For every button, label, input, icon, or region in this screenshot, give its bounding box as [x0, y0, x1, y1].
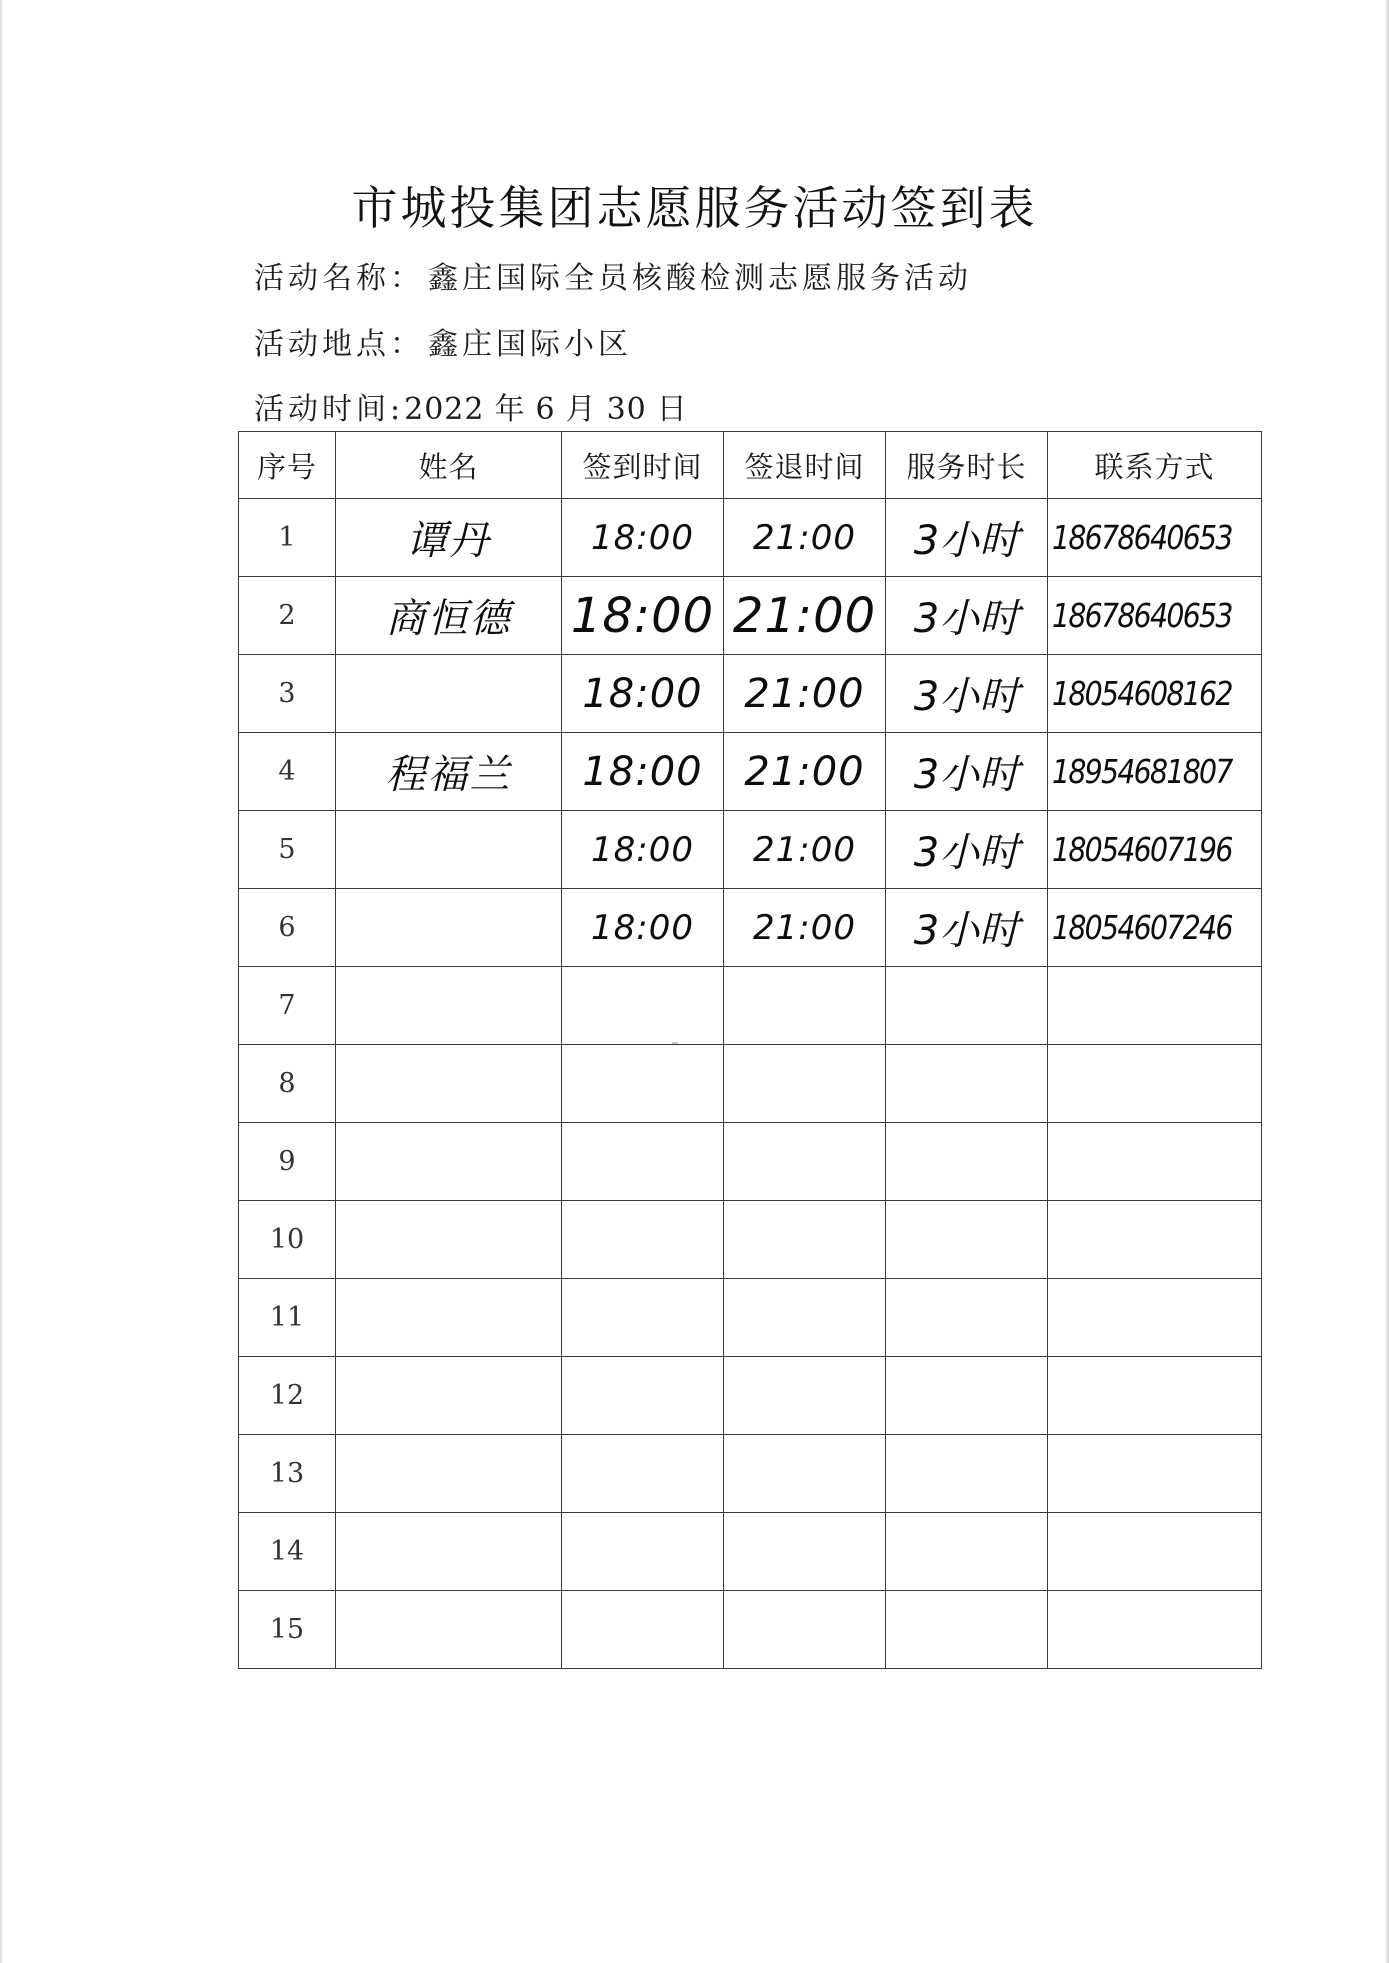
- row-seq: 13: [239, 1435, 336, 1513]
- activity-location-value: 鑫庄国际小区: [428, 327, 632, 362]
- row-phone: [1048, 1123, 1262, 1201]
- row-seq: 5: [239, 811, 336, 889]
- header-contact: 联系方式: [1048, 432, 1262, 499]
- row-phone-text: 18954681807: [1052, 752, 1232, 791]
- table-row: [239, 733, 1262, 811]
- activity-date-day-unit: 日: [656, 392, 688, 427]
- row-phone: [1048, 889, 1262, 967]
- row-seq: 9: [239, 1123, 336, 1201]
- activity-date-day: 30: [606, 392, 647, 427]
- row-sign-in-time: [562, 1357, 724, 1435]
- row-phone-text: 18054607196: [1052, 830, 1232, 869]
- row-phone: [1048, 1201, 1262, 1279]
- row-phone: [1048, 1045, 1262, 1123]
- row-sign-in-time: [562, 1435, 724, 1513]
- row-seq: 1: [239, 499, 336, 577]
- row-sign-out-time: 21:00: [724, 577, 886, 655]
- row-name: [336, 889, 562, 967]
- row-seq: 7: [239, 967, 336, 1045]
- sign-in-table: [238, 431, 1262, 1669]
- row-name: [336, 1201, 562, 1279]
- table-row: [239, 577, 1262, 655]
- row-sign-out-time: 21:00: [724, 499, 886, 577]
- row-phone: [1048, 1357, 1262, 1435]
- activity-name-label: 活动名称：: [254, 261, 424, 296]
- row-phone-text: 18054607246: [1052, 908, 1232, 947]
- row-name: [336, 1513, 562, 1591]
- table-row: [239, 889, 1262, 967]
- row-seq: 15: [239, 1591, 336, 1669]
- scan-edge-right: [1385, 0, 1389, 1963]
- row-seq: 2: [239, 577, 336, 655]
- header-name: 姓名: [336, 432, 562, 499]
- activity-date-line: [254, 384, 698, 428]
- row-sign-out-time: [724, 1201, 886, 1279]
- row-seq: 14: [239, 1513, 336, 1591]
- row-seq: 4: [239, 733, 336, 811]
- activity-name-line: [254, 253, 972, 297]
- row-phone: [1048, 1591, 1262, 1669]
- row-name: 谭丹: [336, 499, 562, 577]
- table-row: [239, 811, 1262, 889]
- scan-edge-left: [0, 0, 3, 1963]
- row-duration: [886, 1435, 1048, 1513]
- row-sign-in-time: [562, 1201, 724, 1279]
- row-phone: [1048, 577, 1262, 655]
- row-duration: [886, 1201, 1048, 1279]
- row-sign-out-time: 21:00: [724, 733, 886, 811]
- row-sign-in-time: 18:00: [562, 733, 724, 811]
- row-sign-in-time: 18:00: [562, 499, 724, 577]
- row-phone: [1048, 655, 1262, 733]
- row-duration: [886, 967, 1048, 1045]
- row-name: [336, 1357, 562, 1435]
- activity-location-label: 活动地点：: [254, 327, 424, 362]
- table-row: [239, 967, 1262, 1045]
- document-title: 市城投集团志愿服务活动签到表: [351, 181, 1038, 235]
- row-duration: [886, 1045, 1048, 1123]
- table-row: [239, 1279, 1262, 1357]
- row-name: 程福兰: [336, 733, 562, 811]
- activity-date-year-unit: 年: [494, 392, 526, 427]
- row-sign-in-time: 18:00: [562, 655, 724, 733]
- activity-date-year: 2022: [404, 392, 485, 427]
- row-seq: 11: [239, 1279, 336, 1357]
- row-sign-out-time: [724, 1279, 886, 1357]
- activity-date-month-unit: 月: [565, 392, 597, 427]
- row-name: [336, 1123, 562, 1201]
- row-phone-text: 18054608162: [1052, 674, 1232, 713]
- row-phone: [1048, 967, 1262, 1045]
- row-phone: [1048, 1435, 1262, 1513]
- row-name: [336, 811, 562, 889]
- row-duration: 3小时: [886, 733, 1048, 811]
- activity-date-month: 6: [535, 392, 556, 427]
- row-sign-in-time: 18:00: [562, 577, 724, 655]
- row-sign-out-time: [724, 967, 886, 1045]
- row-duration: [886, 1357, 1048, 1435]
- row-name: [336, 1279, 562, 1357]
- row-duration: [886, 1123, 1048, 1201]
- row-duration: [886, 1279, 1048, 1357]
- table-body: [239, 499, 1262, 1669]
- table-row: [239, 1513, 1262, 1591]
- row-sign-in-time: [562, 1123, 724, 1201]
- row-phone: [1048, 733, 1262, 811]
- row-sign-in-time: [562, 1045, 724, 1123]
- row-sign-out-time: [724, 1591, 886, 1669]
- row-seq: 8: [239, 1045, 336, 1123]
- row-duration: 3小时: [886, 655, 1048, 733]
- row-sign-out-time: [724, 1045, 886, 1123]
- table-row: [239, 1591, 1262, 1669]
- row-phone: [1048, 1513, 1262, 1591]
- row-duration: [886, 1591, 1048, 1669]
- row-phone-text: 18678640653: [1052, 596, 1232, 635]
- header-service-duration: 服务时长: [886, 432, 1048, 499]
- row-phone: [1048, 499, 1262, 577]
- row-duration: 3小时: [886, 811, 1048, 889]
- row-seq: 6: [239, 889, 336, 967]
- row-duration: 3小时: [886, 499, 1048, 577]
- table-row: [239, 499, 1262, 577]
- row-sign-out-time: [724, 1435, 886, 1513]
- table-row: [239, 655, 1262, 733]
- row-name: [336, 967, 562, 1045]
- row-name: [336, 1435, 562, 1513]
- row-duration: 3小时: [886, 577, 1048, 655]
- row-sign-in-time: 18:00: [562, 811, 724, 889]
- row-sign-out-time: [724, 1357, 886, 1435]
- header-sign-in-time: 签到时间: [562, 432, 724, 499]
- row-name: 商恒德: [336, 577, 562, 655]
- header-sign-out-time: 签退时间: [724, 432, 886, 499]
- row-phone: [1048, 811, 1262, 889]
- row-sign-in-time: [562, 1591, 724, 1669]
- row-sign-in-time: [562, 1513, 724, 1591]
- row-name: [336, 655, 562, 733]
- table-row: [239, 1045, 1262, 1123]
- row-sign-out-time: [724, 1513, 886, 1591]
- table-row: [239, 1123, 1262, 1201]
- row-sign-out-time: [724, 1123, 886, 1201]
- row-sign-in-time: [562, 967, 724, 1045]
- table-row: [239, 1201, 1262, 1279]
- row-seq: 10: [239, 1201, 336, 1279]
- row-sign-out-time: 21:00: [724, 655, 886, 733]
- table-row: [239, 1435, 1262, 1513]
- activity-location-line: [254, 319, 632, 363]
- row-seq: 12: [239, 1357, 336, 1435]
- row-sign-in-time: [562, 1279, 724, 1357]
- table-header-row: [239, 432, 1262, 499]
- row-name: [336, 1045, 562, 1123]
- row-duration: [886, 1513, 1048, 1591]
- row-phone: [1048, 1279, 1262, 1357]
- row-sign-out-time: 21:00: [724, 889, 886, 967]
- row-name: [336, 1591, 562, 1669]
- row-seq: 3: [239, 655, 336, 733]
- activity-name-value: 鑫庄国际全员核酸检测志愿服务活动: [428, 261, 972, 296]
- header-seq: 序号: [239, 432, 336, 499]
- scan-speck: [672, 1042, 678, 1044]
- row-sign-out-time: 21:00: [724, 811, 886, 889]
- table-row: [239, 1357, 1262, 1435]
- row-duration: 3小时: [886, 889, 1048, 967]
- activity-date-label: 活动时间:: [254, 392, 405, 427]
- row-sign-in-time: 18:00: [562, 889, 724, 967]
- row-phone-text: 18678640653: [1052, 518, 1232, 557]
